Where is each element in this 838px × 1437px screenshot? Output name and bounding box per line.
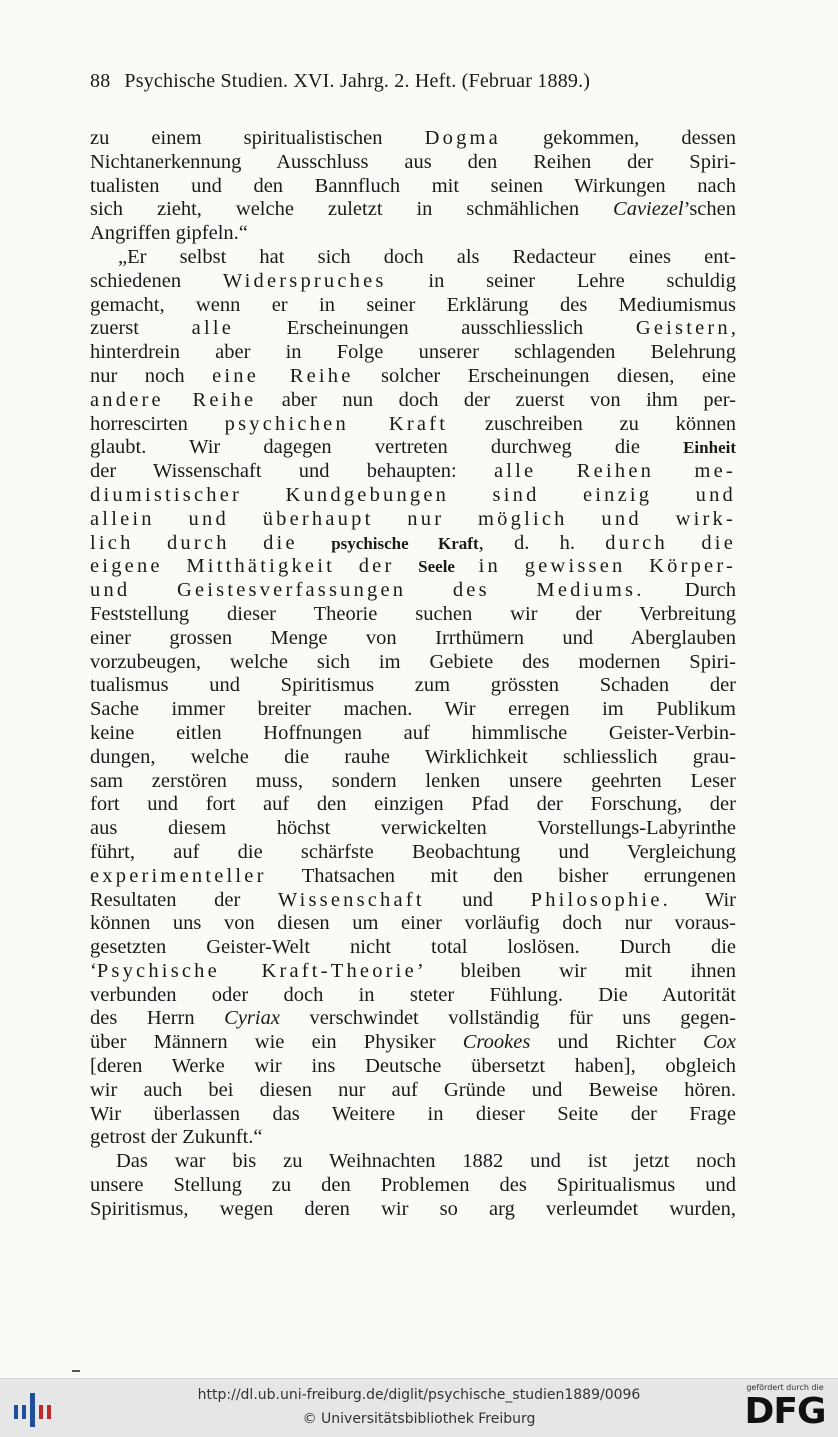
text-line xyxy=(90,651,736,675)
text-line xyxy=(90,341,736,365)
text-line xyxy=(90,817,736,841)
funder-caption: gefördert durch die xyxy=(746,1383,824,1392)
text-line xyxy=(90,579,736,603)
text-line xyxy=(90,413,736,437)
italic-name: Caviezel xyxy=(613,198,684,221)
text-line xyxy=(90,936,736,960)
text-line xyxy=(90,460,736,484)
text-line xyxy=(90,912,736,936)
spaced-emphasis: Psychische Kraft-Theorie xyxy=(96,959,417,982)
text-line xyxy=(90,151,736,175)
text-line xyxy=(90,865,736,889)
text-run: tualismus und Spiritismus zum grössten Schaden der xyxy=(90,674,736,697)
text-run: vorzubeugen, welche sich im Gebiete des modernen Spiri- xyxy=(90,650,736,673)
text-run: Resultaten der xyxy=(90,888,278,911)
text-line xyxy=(90,127,736,151)
text-run: hinterdrein aber in Folge unserer schlagenden Belehrung xyxy=(90,341,736,364)
text-line xyxy=(90,198,736,222)
text-run: ‘ xyxy=(90,959,97,982)
spaced-emphasis: Widerspruches xyxy=(222,269,387,292)
text-line xyxy=(90,436,736,460)
spaced-emphasis: alle xyxy=(191,317,235,340)
page-number: 88 xyxy=(90,70,111,92)
text-run: Spiritismus, wegen deren wir so arg verleumdet wurden, xyxy=(90,1197,736,1220)
text-line xyxy=(90,365,736,389)
text-line xyxy=(90,484,736,508)
text-run: gesetzten Geister-Welt nicht total loslösen. Durch die xyxy=(90,936,736,959)
text-run: sam zerstören muss, sondern lenken unsere geehrten Leser xyxy=(90,769,736,792)
bold-term: Seele xyxy=(418,557,455,577)
text-line xyxy=(90,246,736,270)
text-line xyxy=(90,389,736,413)
text-run: dungen, welche die rauhe Wirklichkeit schliesslich grau- xyxy=(90,745,736,768)
text-run: einer grossen Menge von Irrthümern und Aberglauben xyxy=(90,626,736,649)
text-run: solcher Erscheinungen diesen, eine xyxy=(353,364,736,387)
text-run: Thatsachen mit den bisher errungenen xyxy=(266,864,736,887)
italic-name: Cyriax xyxy=(224,1007,280,1030)
text-run: ’ bleiben wir mit ihnen xyxy=(416,959,736,982)
text-run: über Männern wie ein Physiker xyxy=(90,1031,463,1054)
text-line xyxy=(90,841,736,865)
text-line xyxy=(90,984,736,1008)
text-run: zuschreiben zu können xyxy=(448,412,736,435)
text-run: zu einem spiritualistischen xyxy=(90,127,425,149)
spaced-emphasis: und Geistesverfassungen des Mediums xyxy=(90,579,637,602)
text-run: Das war bis zu Weihnachten 1882 und ist jetzt noch xyxy=(116,1150,736,1173)
text-line xyxy=(90,1055,736,1079)
text-line xyxy=(90,317,736,341)
text-line xyxy=(90,960,736,984)
text-line xyxy=(90,1103,736,1127)
spaced-emphasis: psychichen Kraft xyxy=(224,412,449,435)
text-line xyxy=(90,603,736,627)
text-run: Erscheinungen ausschliesslich xyxy=(234,317,636,340)
spaced-emphasis: Geistern xyxy=(635,317,731,340)
text-run: Feststellung dieser Theorie suchen wir der Verbreitung xyxy=(90,602,736,625)
text-run: zuerst xyxy=(90,317,192,340)
text-line xyxy=(90,698,736,722)
text-run: , d. h. xyxy=(478,531,606,554)
text-line xyxy=(90,793,736,817)
text-run: keine eitlen Hoffnungen auf himmlische Geister-Verbin- xyxy=(90,721,736,744)
spaced-emphasis: Dogma xyxy=(424,127,501,149)
spaced-emphasis: allein und überhaupt nur möglich und wirk- xyxy=(90,507,736,530)
text-run: gemacht, wenn er in seiner Erklärung des Mediumismus xyxy=(90,293,736,316)
text-line xyxy=(90,746,736,770)
text-run: Sache immer breiter machen. Wir erregen im Publikum xyxy=(90,698,736,721)
copyright-notice: © Universitätsbibliothek Freiburg xyxy=(302,1411,536,1427)
text-run: Wir überlassen das Weitere in dieser Seite der Frage xyxy=(90,1102,736,1125)
text-run: glaubt. Wir dagegen vertreten durchweg die xyxy=(90,436,684,459)
dfg-funder-badge[interactable] xyxy=(740,1383,830,1435)
footer-bar xyxy=(0,1378,838,1437)
text-run: sich zieht, welche zuletzt in schmählichen xyxy=(90,198,614,221)
spaced-emphasis: in gewissen Körper- xyxy=(454,555,736,578)
text-line xyxy=(90,175,736,199)
text-line xyxy=(90,722,736,746)
text-run: tualisten und den Bannfluch mit seinen Wirkungen nach xyxy=(90,174,736,197)
text-run: aus diesem höchst verwickelten Vorstellungs-Labyrinthe xyxy=(90,817,736,840)
text-line xyxy=(90,1198,736,1222)
spaced-emphasis: eine Reihe xyxy=(212,364,354,387)
spaced-emphasis: Wissenschaft xyxy=(277,888,425,911)
bold-term: Einheit xyxy=(683,438,736,458)
text-run: . Durch xyxy=(636,579,736,602)
text-line xyxy=(90,270,736,294)
text-line xyxy=(90,1007,736,1031)
text-line xyxy=(90,889,736,913)
spaced-emphasis: diumistischer Kundgebungen sind einzig und xyxy=(90,483,736,506)
text-run: unsere Stellung zu den Problemen des Spiritualismus und xyxy=(90,1174,736,1197)
text-run: [deren Werke wir ins Deutsche übersetzt haben], obgleich xyxy=(90,1055,736,1078)
text-line xyxy=(90,1126,736,1150)
text-run: verschwindet vollständig für uns gegen- xyxy=(279,1007,736,1030)
text-line xyxy=(90,1079,736,1103)
italic-name: Cox xyxy=(702,1031,736,1054)
bold-term: psychische Kraft xyxy=(331,533,479,553)
text-run: aber nun doch der zuerst von ihm per- xyxy=(256,388,736,411)
text-line xyxy=(90,294,736,318)
text-run: fort und fort auf den einzigen Pfad der Forschung, der xyxy=(90,793,736,816)
spaced-emphasis: durch die xyxy=(605,531,736,554)
text-run: getrost der Zukunft.“ xyxy=(90,1126,263,1149)
text-run: gekommen, dessen xyxy=(500,127,736,149)
text-line xyxy=(90,1174,736,1198)
italic-name: Crookes xyxy=(462,1031,531,1054)
text-run: des Herrn xyxy=(90,1007,225,1030)
spaced-emphasis: experimenteller xyxy=(90,864,267,887)
text-line xyxy=(90,674,736,698)
text-run: . Wir xyxy=(662,888,736,911)
text-run: der Wissenschaft und behaupten: xyxy=(90,460,494,483)
body-text xyxy=(90,127,736,1222)
text-run: horrescirten xyxy=(90,412,225,435)
running-title: Psychische Studien. XVI. Jahrg. 2. Heft. (Februar 1889.) xyxy=(124,70,591,92)
text-run: Nichtanerkennung Ausschluss aus den Reihen der Spiri- xyxy=(90,150,736,173)
permalink-url[interactable]: http://dl.ub.uni-freiburg.de/diglit/psychische_studien1889/0096 xyxy=(197,1387,641,1403)
text-run: wir auch bei diesen nur auf Gründe und Beweise hören. xyxy=(90,1078,736,1101)
text-run: und Richter xyxy=(530,1031,703,1054)
text-line xyxy=(90,1150,736,1174)
text-line xyxy=(90,508,736,532)
text-line xyxy=(90,770,736,794)
spaced-emphasis: andere Reihe xyxy=(90,388,257,411)
text-line xyxy=(90,1031,736,1055)
text-run: schiedenen xyxy=(90,269,223,292)
text-run: nur noch xyxy=(90,364,213,387)
text-line xyxy=(90,627,736,651)
text-run: verbunden oder doch in steter Fühlung. Die Autorität xyxy=(90,983,736,1006)
text-run: Angriffen gipfeln.“ xyxy=(90,222,248,245)
text-line xyxy=(90,222,736,246)
text-run: können uns von diesen um einer vorläufig doch nur voraus- xyxy=(90,912,736,935)
text-run: „Er selbst hat sich doch als Redacteur eines ent- xyxy=(118,245,736,268)
text-run: und xyxy=(424,888,531,911)
text-line xyxy=(90,532,736,556)
text-run: in seiner Lehre schuldig xyxy=(386,269,736,292)
spaced-emphasis: Philosophie xyxy=(530,888,663,911)
scan-mark xyxy=(72,1370,80,1372)
spaced-emphasis: alle Reihen me- xyxy=(493,460,736,483)
spaced-emphasis: eigene Mitthätigkeit der xyxy=(90,555,419,578)
text-run: führt, auf die schärfste Beobachtung und Vergleichung xyxy=(90,840,736,863)
running-head xyxy=(90,70,740,93)
dfg-logo-icon: DFG xyxy=(744,1391,826,1432)
text-run: ’schen xyxy=(683,198,736,221)
text-line xyxy=(90,555,736,579)
text-run: , xyxy=(730,317,736,340)
spaced-emphasis: lich durch die xyxy=(90,531,332,554)
